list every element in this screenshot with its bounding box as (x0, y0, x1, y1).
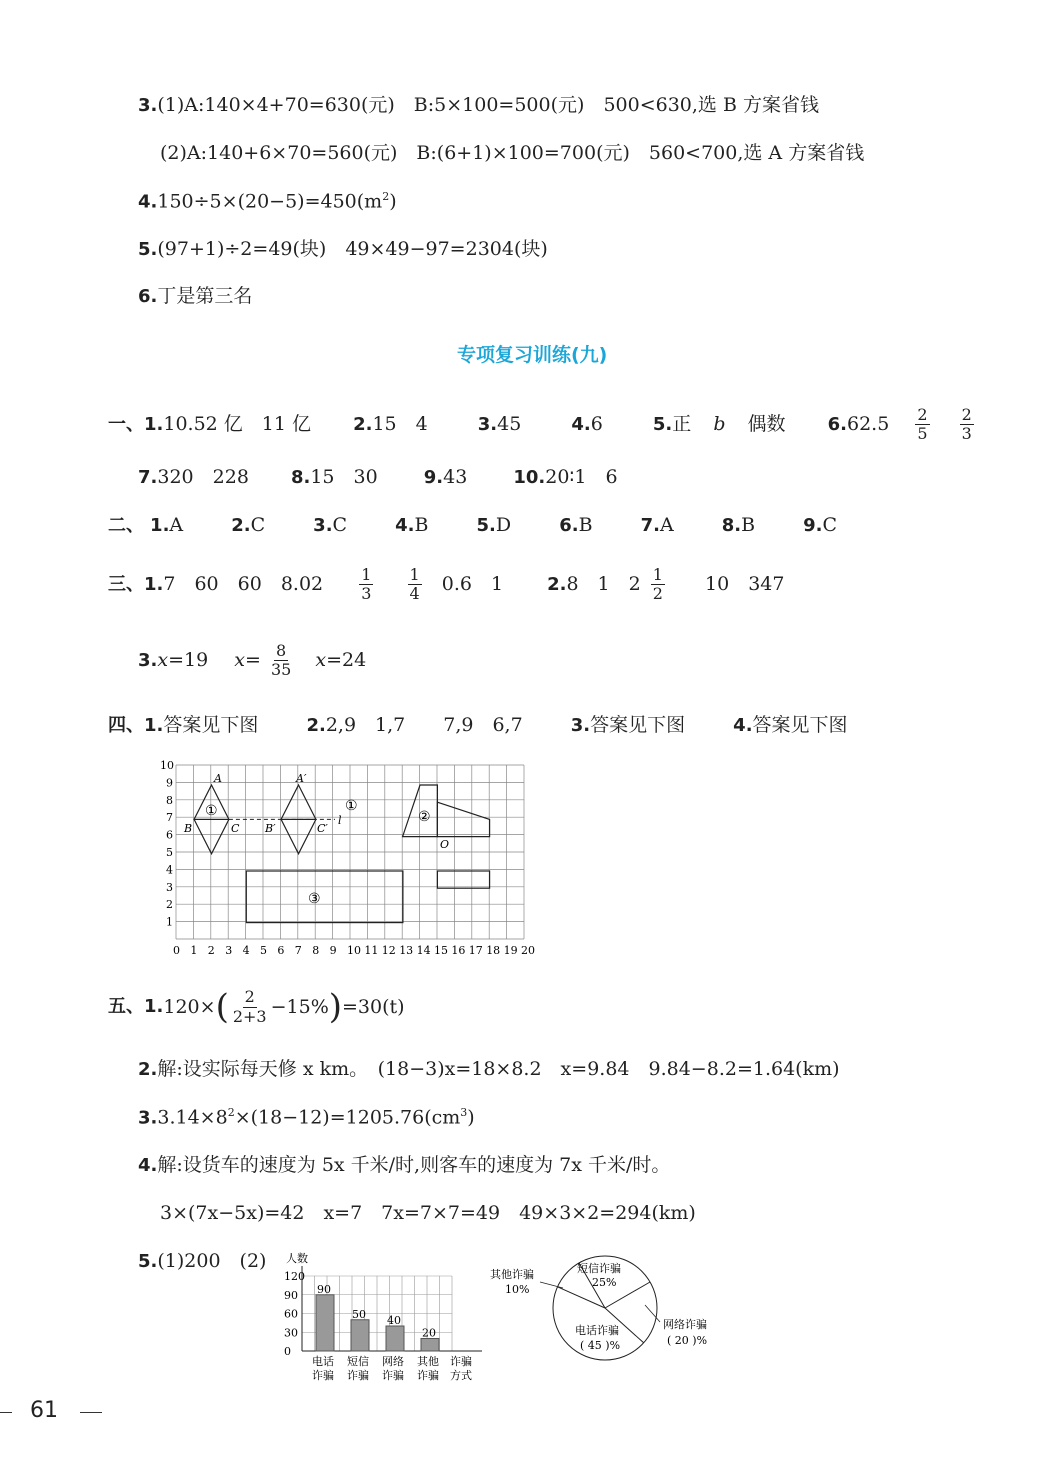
section-title: 专项复习训练(九) (457, 344, 608, 366)
point-label-A-prime: A′ (296, 772, 307, 785)
bar-value-label: 40 (387, 1314, 401, 1327)
rectangle-shape-3 (246, 871, 403, 923)
x-tick-label: 7 (294, 944, 302, 957)
y-tick-label: 7 (166, 811, 173, 825)
y-tick-label: 9 (166, 776, 173, 790)
answer-line-3-2: (2)A:140+6×70=560(元) B:(6+1)×100=700(元) 560<700,选 A 方案省钱 (160, 142, 865, 164)
bar (316, 1295, 334, 1351)
part5-row4: 4.解:设货车的速度为 5x 千米/时,则客车的速度为 7x 千米/时。 (138, 1154, 671, 1176)
shape-label-1: ① (345, 798, 358, 814)
x-tick-label: 11 (364, 944, 379, 957)
part3-row2: 3.x=19 x= $\frac{8}{35}$ x=24 (138, 641, 367, 680)
pie-slice-value: 25% (592, 1276, 617, 1289)
bar (351, 1320, 369, 1351)
answer-line-6: 6.丁是第三名 (138, 285, 253, 307)
y-tick-label: 10 (160, 760, 174, 772)
rectangle-small (437, 871, 489, 888)
bar-y-tick: 120 (284, 1270, 305, 1283)
part5-row5: 5.(1)200 (2) (138, 1250, 267, 1272)
point-label-A: A (214, 772, 222, 785)
pie-slice-edge (557, 1287, 605, 1308)
y-tick-label: 3 (166, 880, 173, 894)
shape-label-circle-2: ② (418, 809, 431, 825)
fraction: $\frac{2}{5}$ (917, 405, 928, 444)
x-tick-label: 1 (190, 944, 198, 957)
page-dash-left (0, 1412, 12, 1413)
bar-category-label: 其他 (417, 1355, 439, 1368)
answer-line-5: 5.(97+1)÷2=49(块) 49×49−97=2304(块) (138, 238, 548, 260)
bar-y-tick: 90 (284, 1288, 298, 1302)
bar-y-label: 人数 (286, 1252, 308, 1265)
part1-row2: 7.320 228 8.15 30 9.43 10.20∶1 6 (138, 466, 618, 488)
part5-row3: $3.3.14\times 8^2\times(18-12)=1205.76(cm^3)$ (138, 1106, 475, 1129)
pie-slice-label: 短信诈骗 (577, 1262, 621, 1275)
part4-row: 四、1.答案见下图 2.2,9 1,7 7,9 6,7 3.答案见下图 4.答案见下图 (108, 714, 848, 736)
fraction: $\frac{1}{3}$ (361, 565, 372, 604)
pie-slice-value: ( 45 )% (580, 1339, 621, 1352)
y-tick-label: 8 (166, 793, 173, 807)
x-tick-label: 2 (207, 944, 215, 957)
x-tick-label: 13 (399, 944, 414, 957)
x-tick-label: 12 (381, 944, 396, 957)
bar-x-label-2: 方式 (450, 1369, 472, 1382)
x-tick-label: 15 (434, 944, 448, 957)
y-tick-label: 4 (166, 863, 173, 877)
point-label-B-prime: B′ (265, 822, 276, 835)
x-tick-label: 16 (451, 944, 466, 957)
part5-row1: 五、 1. 120× ( $\frac{2}{2+3}$ −15% ) =30(t) (108, 987, 405, 1027)
pie-slice-value: ( 20 )% (667, 1334, 708, 1347)
answer-line-4: $4.150\div 5\times(20-5)=450(m^2)$ (138, 190, 397, 213)
bar-chart (270, 1248, 490, 1388)
pie-chart (485, 1250, 735, 1370)
x-tick-label: 4 (242, 944, 250, 957)
point-label-C: C (231, 822, 240, 835)
fraction: $\frac{1}{4}$ (409, 565, 420, 604)
page-dash-right (80, 1412, 102, 1413)
x-tick-label: 8 (312, 944, 320, 957)
fraction: $\frac{1}{2}$ (652, 565, 663, 604)
bar-value-label: 50 (352, 1307, 366, 1321)
bar (386, 1326, 404, 1351)
bar-category-label: 网络 (382, 1355, 404, 1368)
bar (421, 1339, 439, 1352)
y-tick-label: 5 (166, 846, 173, 859)
part3-row1: 三、1.7 60 60 8.02 $\frac{1}{3}$ $\frac{1}{4}$ 0.6 1 2.8 1 2 $\frac{1}{2}$ 10 347 (108, 565, 785, 604)
line-label-l: l (338, 814, 342, 827)
pie-slice-label: 其他诈骗 (490, 1268, 534, 1281)
fraction: $\frac{8}{35}$ (270, 641, 292, 680)
pie-slice-label: 网络诈骗 (663, 1318, 707, 1331)
part2-row: 二、 1.A 2.C 3.C 4.B 5.D 6.B 7.A 8.B 9.C (108, 514, 838, 536)
x-tick-label: 20 (521, 944, 535, 957)
bar-x-label: 诈骗 (450, 1355, 472, 1368)
bar-y-tick: 30 (284, 1326, 298, 1340)
part5-row2: 2.解:设实际每天修 x km。 (18−3)x=18×8.2 x=9.84 9.84−8.2=1.64(km) (138, 1058, 840, 1080)
bar-y-tick: 60 (284, 1307, 298, 1321)
pie-slice-value: 10% (505, 1283, 530, 1296)
page-number: 61 (30, 1398, 58, 1423)
point-label-C-prime: C′ (317, 822, 328, 835)
bar-category-label: 短信 (347, 1355, 369, 1368)
part5-row4b: 3×(7x−5x)=42 x=7 7x=7×7=49 49×3×2=294(km) (160, 1202, 696, 1224)
bar-category-label-2: 诈骗 (417, 1369, 439, 1382)
bar-category-label: 电话 (312, 1355, 334, 1368)
shape-label-circle-1: ① (205, 803, 218, 819)
x-tick-label: 10 (347, 944, 361, 957)
x-tick-label: 18 (486, 944, 501, 957)
bar-category-label-2: 诈骗 (312, 1369, 334, 1382)
y-tick-label: 1 (166, 915, 173, 929)
bar-value-label: 20 (422, 1326, 436, 1340)
pie-slice-label: 电话诈骗 (575, 1324, 619, 1337)
bar-value-label: 90 (317, 1282, 331, 1296)
bar-y-tick: 0 (284, 1345, 291, 1358)
x-tick-label: 9 (329, 944, 337, 957)
x-tick-label: 6 (277, 944, 285, 957)
fraction: $\frac{2}{2+3}$ (232, 987, 267, 1026)
answer-line-3-1: 3.(1)A:140×4+70=630(元) B:5×100=500(元) 500<630,选 B 方案省钱 (138, 94, 819, 116)
shape-label-circle-3: ③ (308, 891, 321, 907)
x-tick-label: 3 (225, 944, 233, 957)
bar-category-label-2: 诈骗 (382, 1369, 404, 1382)
rotated-shape (437, 802, 489, 836)
y-tick-label: 6 (166, 828, 173, 842)
coordinate-grid-figure (150, 760, 550, 965)
point-label-B: B (184, 822, 193, 835)
x-tick-label: 19 (503, 944, 518, 957)
x-tick-label: 14 (416, 944, 431, 957)
point-label-O: O (440, 838, 450, 851)
x-tick-label: 0 (173, 944, 180, 957)
bar-category-label-2: 诈骗 (347, 1369, 369, 1382)
x-tick-label: 17 (468, 944, 483, 957)
part1-row1: 一、1.10.52 亿 11 亿 2.15 4 3.45 4.6 5.正 b 偶数 6.62.5 $\frac{2}{5}$ $\frac{2}{3}$ (108, 405, 972, 444)
fraction: $\frac{2}{3}$ (961, 405, 972, 444)
x-tick-label: 5 (260, 944, 267, 957)
y-tick-label: 2 (166, 898, 173, 912)
